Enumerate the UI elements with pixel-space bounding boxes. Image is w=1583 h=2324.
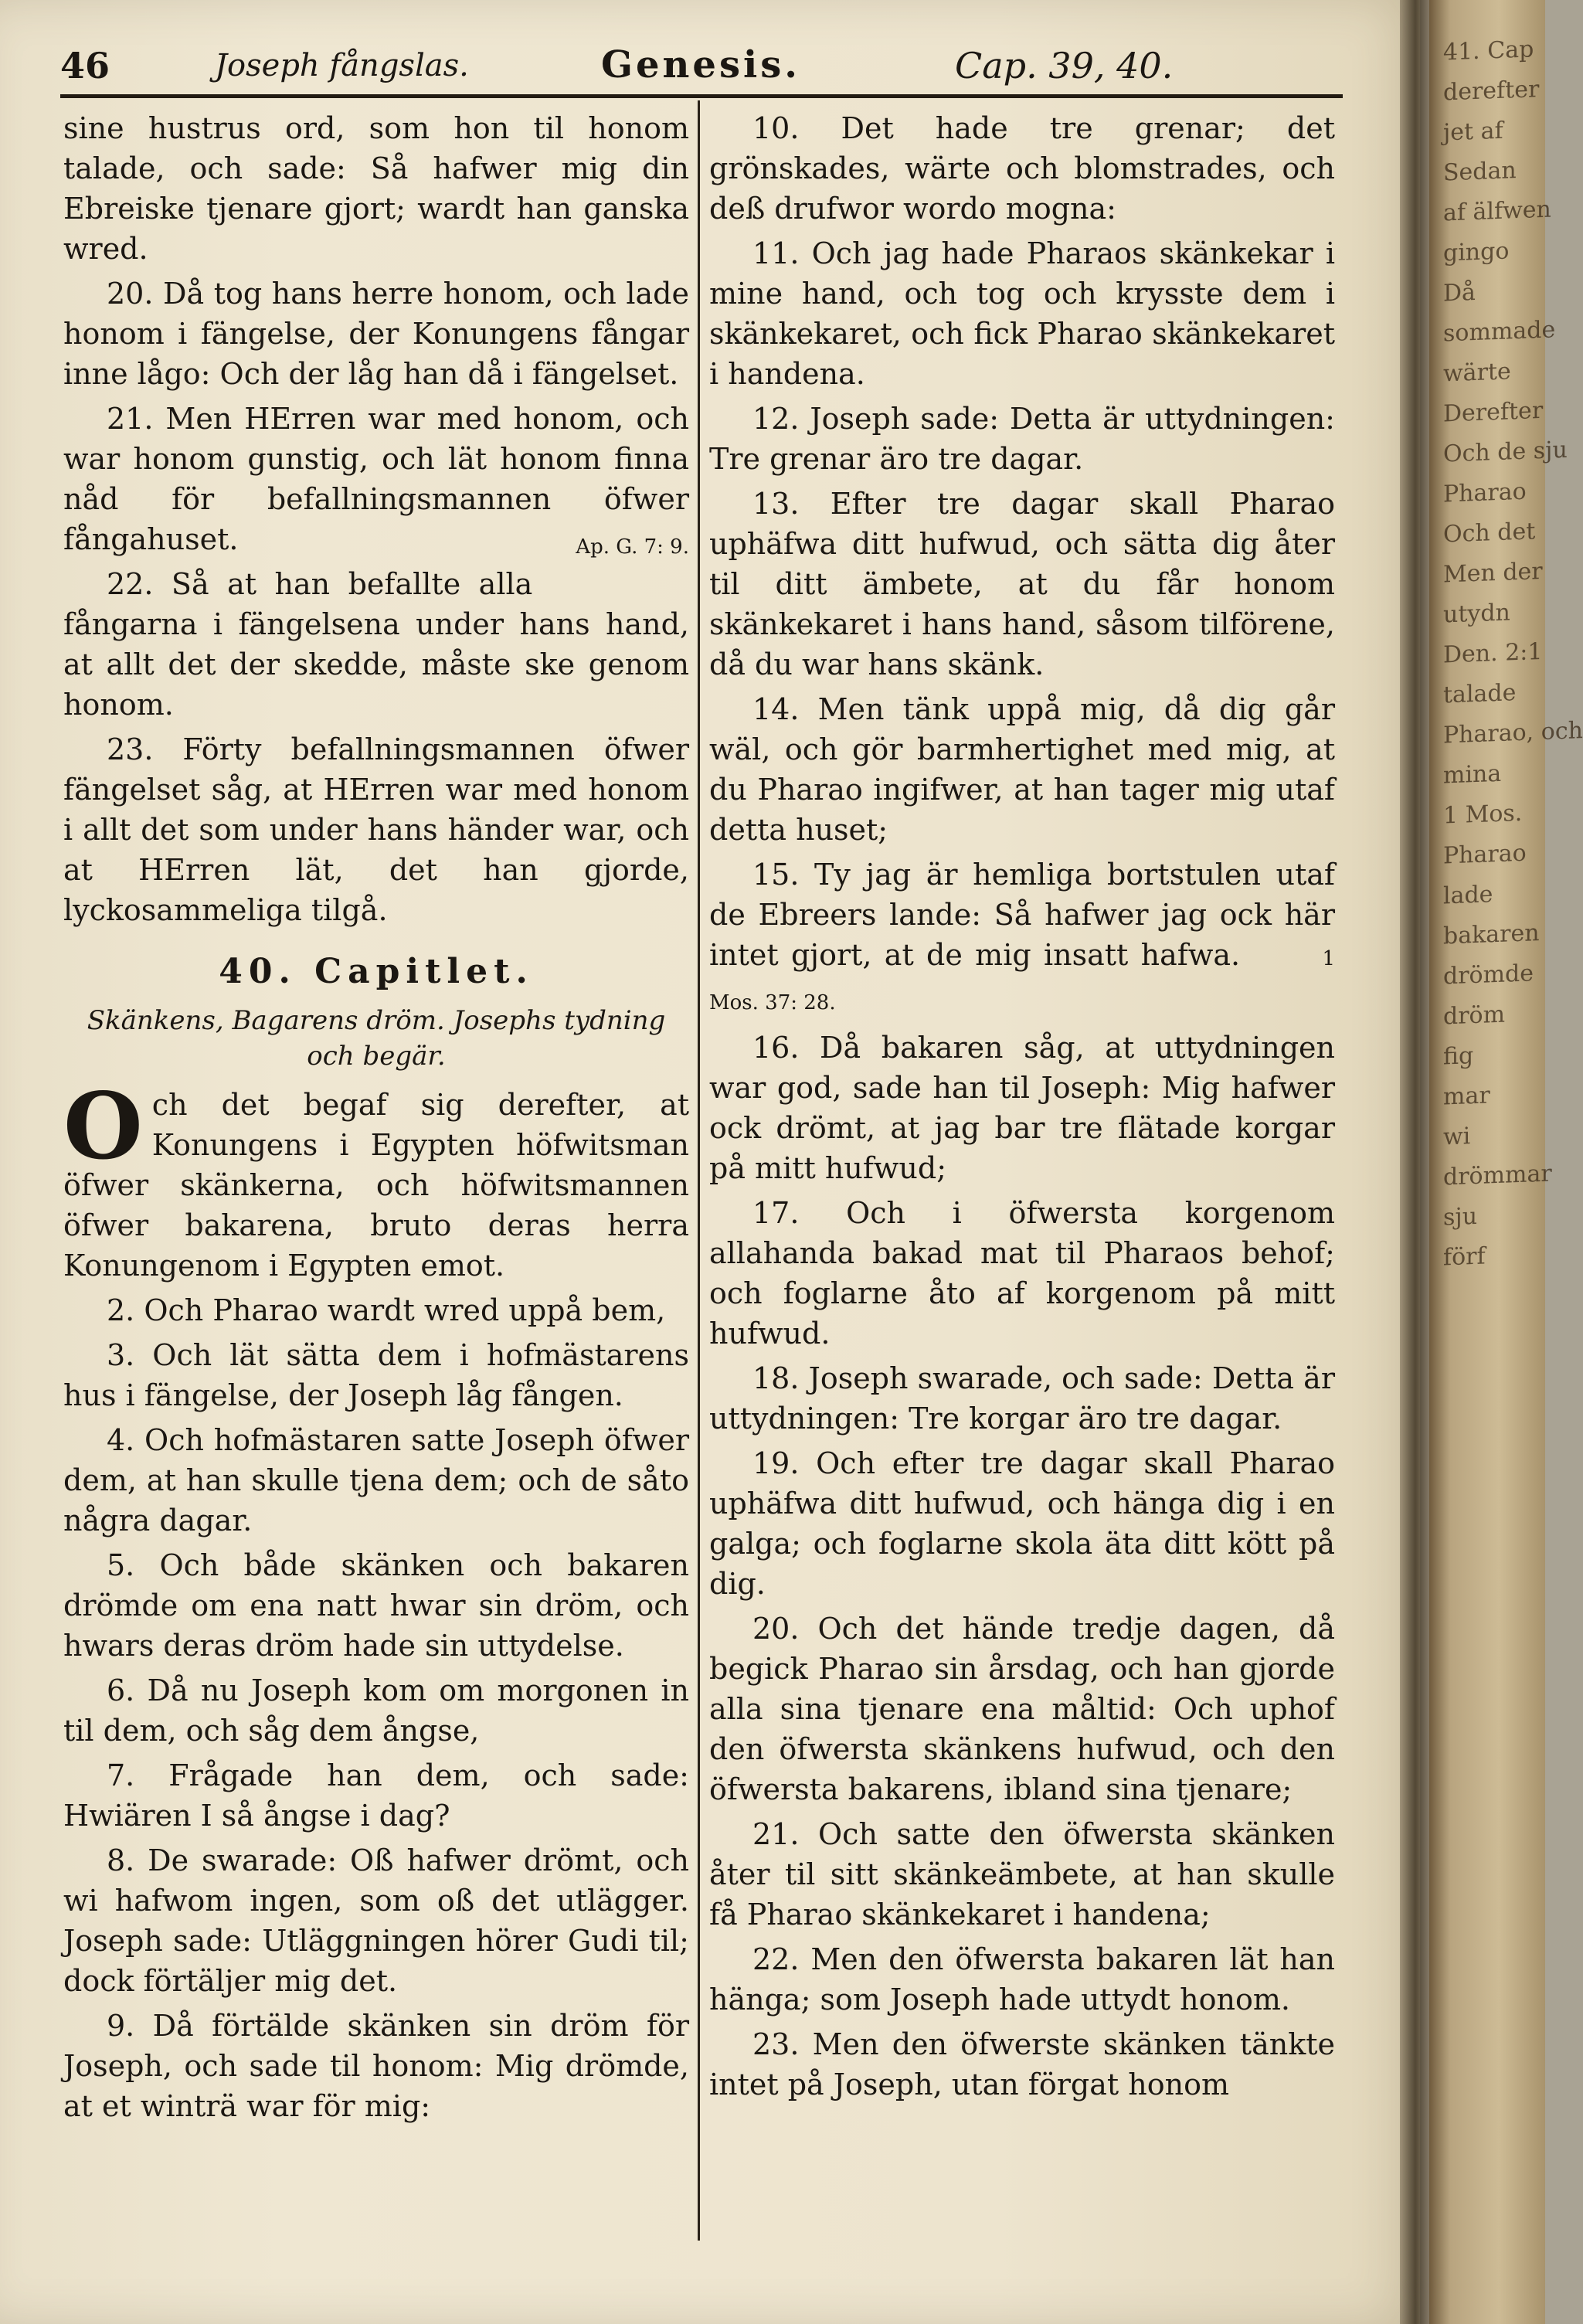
verse-40-4: 4. Och hofmästaren satte Joseph öfwer dem, at han skulle tjena dem; och de såto några dagar. — [63, 1423, 689, 1537]
right-column — [709, 108, 1335, 2109]
facing-page-fragment: Då — [1443, 278, 1476, 307]
facing-page-fragment: wi — [1443, 1123, 1471, 1151]
facing-page-fragment: dröm — [1443, 1001, 1506, 1031]
facing-page-fragment: Den. 2:1 — [1443, 637, 1543, 669]
facing-page-fragment: Och det — [1443, 518, 1536, 549]
verse-40-12: 12. Joseph sade: Detta är uttydningen: Tre grenar äro tre dagar. — [709, 402, 1335, 476]
cross-reference: Ap. G. 7: 9. — [576, 535, 689, 559]
facing-page-fragment: Och de sju — [1443, 436, 1568, 468]
verse-40-11: 11. Och jag hade Pharaos skänkekar i mine hand, och tog och krysste dem i skänkekaret, och fick Pharao skänkekaret i handena. — [709, 236, 1335, 391]
verse-40-20: 20. Och det hände tredje dagen, då begick Pharao sin årsdag, och han gjorde alla sina tjenare ena måltid: Och uphof den öfwersta skänkens hufwud, och den öfwersta bakarens, ibland sina tjenare; — [709, 1612, 1335, 1806]
chapter-heading: 40. Capitlet. — [219, 952, 534, 991]
facing-page-fragment: 41. Cap — [1443, 36, 1534, 66]
facing-page-fragment: utydn — [1443, 599, 1510, 629]
facing-page-fragment: Pharao, och — [1443, 717, 1583, 749]
chapter-summary: Skänkens, Bagarens dröm. Josephs tydning och begär. — [87, 1005, 666, 1072]
page-header — [60, 37, 1343, 99]
facing-page-edge — [1429, 0, 1583, 2324]
facing-page-fragment: bakaren — [1443, 919, 1540, 950]
facing-page-fragment: sju — [1443, 1202, 1478, 1232]
verse-39-20: 20. Då tog hans herre honom, och lade honom i fängelse, der Konungens fångar inne lågo: Och der låg han då i fängelset. — [63, 277, 689, 391]
facing-page-fragment: lade — [1443, 881, 1493, 910]
facing-page-fragment: af älfwen — [1443, 195, 1551, 227]
verse-40-18: 18. Joseph swarade, och sade: Detta är uttydningen: Tre korgar äro tre dagar. — [709, 1361, 1335, 1436]
facing-page-fragment: mar — [1443, 1082, 1490, 1111]
facing-page-fragment: Derefter — [1443, 396, 1544, 428]
facing-page-fragment: förf — [1443, 1242, 1486, 1272]
book-title: Genesis. — [601, 43, 800, 87]
verse-40-21: 21. Och satte den öfwersta skänken åter til sitt skänkeämbete, at han skulle få Pharao skänkekaret i handena; — [709, 1817, 1335, 1932]
facing-page-fragment: Sedan — [1443, 157, 1517, 187]
facing-page-fragment: talade — [1443, 679, 1517, 709]
verse-40-14: 14. Men tänk uppå mig, då dig går wäl, och gör barmhertighet med mig, at du Pharao ingifwer, at han tager mig utaf detta huset; — [709, 692, 1335, 847]
running-title: Joseph fångslas. — [215, 48, 469, 83]
facing-page-fragment: wärte — [1443, 358, 1511, 388]
verse-40-15 — [709, 855, 1335, 1023]
facing-page-fragment: gingo — [1443, 237, 1510, 267]
chapter-reference: Cap. 39, 40. — [955, 45, 1174, 87]
verse-40-8: 8. De swarade: Oß hafwer drömt, och wi hafwom ingen, som oß det utlägger. Joseph sade: Utläggningen hörer Gudi til; dock förtäljer mig det. — [63, 1843, 689, 1998]
verse-40-19: 19. Och efter tre dagar skall Pharao uphäfwa ditt hufwud, och hänga dig i en galga; och foglarne skola äta ditt kött på dig. — [709, 1446, 1335, 1601]
facing-page-fragment: sommade — [1443, 316, 1556, 348]
verse-40-2: 2. Och Pharao wardt wred uppå bem, — [107, 1293, 666, 1327]
verse-40-15-text: 15. Ty jag är hemliga bortstulen utaf de Ebreers lande: Så hafwer jag ock här intet gjort, at de mig insatt hafwa. — [709, 858, 1335, 972]
facing-page-fragment: drömmar — [1443, 1160, 1552, 1191]
facing-page-text — [1443, 29, 1583, 1279]
verse-continuation: sine hustrus ord, som hon til honom talade, och sade: Så hafwer mig din Ebreiske tjenare gjort; wardt han ganska wred. — [63, 111, 689, 266]
header-rule — [60, 94, 1343, 98]
facing-page-fragment: jet af — [1443, 117, 1503, 147]
verse-40-17: 17. Och i öfwersta korgenom allahanda bakad mat til Pharaos behof; och foglarne åto af korgenom på mitt hufwud. — [709, 1196, 1335, 1351]
facing-page-fragment: Pharao — [1443, 477, 1527, 508]
verse-40-6: 6. Då nu Joseph kom om morgonen in til dem, och såg dem ångse, — [63, 1673, 689, 1748]
left-column — [63, 108, 689, 2131]
verse-40-9: 9. Då förtälde skänken sin dröm för Joseph, och sade til honom: Mig drömde, at et winträ war för mig: — [63, 2009, 689, 2123]
verse-40-22: 22. Men den öfwersta bakaren lät han hänga; som Joseph hade uttydt honom. — [709, 1942, 1335, 2017]
verse-39-21 — [63, 399, 689, 559]
verse-40-16: 16. Då bakaren såg, at uttydningen war god, sade han til Joseph: Mig hafwer ock drömt, at jag bar tre flätade korgar på mitt hufwud; — [709, 1031, 1335, 1185]
verse-39-22: 22. Så at han befallte alla fångarna i fängelsena under hans hand, at allt det der skedde, måste ske genom honom. — [63, 567, 689, 722]
facing-page-fragment: derefter — [1443, 76, 1540, 107]
verse-40-3: 3. Och lät sätta dem i hofmästarens hus i fängelse, der Joseph låg fången. — [63, 1338, 689, 1412]
book-gutter — [1400, 0, 1431, 2324]
facing-page-fragment: Pharao — [1443, 839, 1527, 870]
verse-40-1: Och det begaf sig derefter, at Konungens i Egypten höfwitsman öfwer skänkerna, och höfwitsmannen öfwer bakarena, bruto deras herra Konungenom i Egypten emot. — [63, 1072, 689, 1283]
verse-40-13: 13. Efter tre dagar skall Pharao uphäfwa ditt hufwud, och sätta dig åter til ditt ämbete, at du får honom skänkekaret i hans hand, såsom tilförene, då du war hans skänk. — [709, 487, 1335, 681]
verse-40-23: 23. Men den öfwerste skänken tänkte intet på Joseph, utan förgat honom — [709, 2027, 1335, 2101]
cross-reference: 1 Mos. 37: 28. — [709, 947, 1335, 1014]
verse-40-10: 10. Det hade tre grenar; det grönskades, wärte och blomstrades, och deß drufwor wordo mogna: — [709, 111, 1335, 226]
facing-page-fragment: mina — [1443, 759, 1502, 790]
verse-39-23: 23. Förty befallningsmannen öfwer fängelset såg, at HErren war med honom i allt det som under hans händer war, och at HErren lät, det han gjorde, lyckosammeliga tilgå. — [63, 732, 689, 927]
facing-page-fragment: Men der — [1443, 557, 1543, 589]
verse-40-5: 5. Och både skänken och bakaren drömde om ena natt hwar sin dröm, och hwars deras dröm hade sin uttydelse. — [63, 1548, 689, 1663]
facing-page-fragment: 1 Mos. — [1443, 799, 1523, 830]
verse-39-21-text: 21. Men HErren war med honom, och war honom gunstig, och lät honom finna nåd för befallningsmannen öfwer fångahuset. — [63, 402, 689, 556]
verse-40-7: 7. Frågade han dem, och sade: Hwiären I så ångse i dag? — [63, 1758, 689, 1833]
facing-page-fragment: fig — [1443, 1042, 1474, 1071]
facing-page-fragment: drömde — [1443, 960, 1534, 990]
column-divider — [698, 100, 700, 2241]
page-number: 46 — [60, 45, 110, 87]
